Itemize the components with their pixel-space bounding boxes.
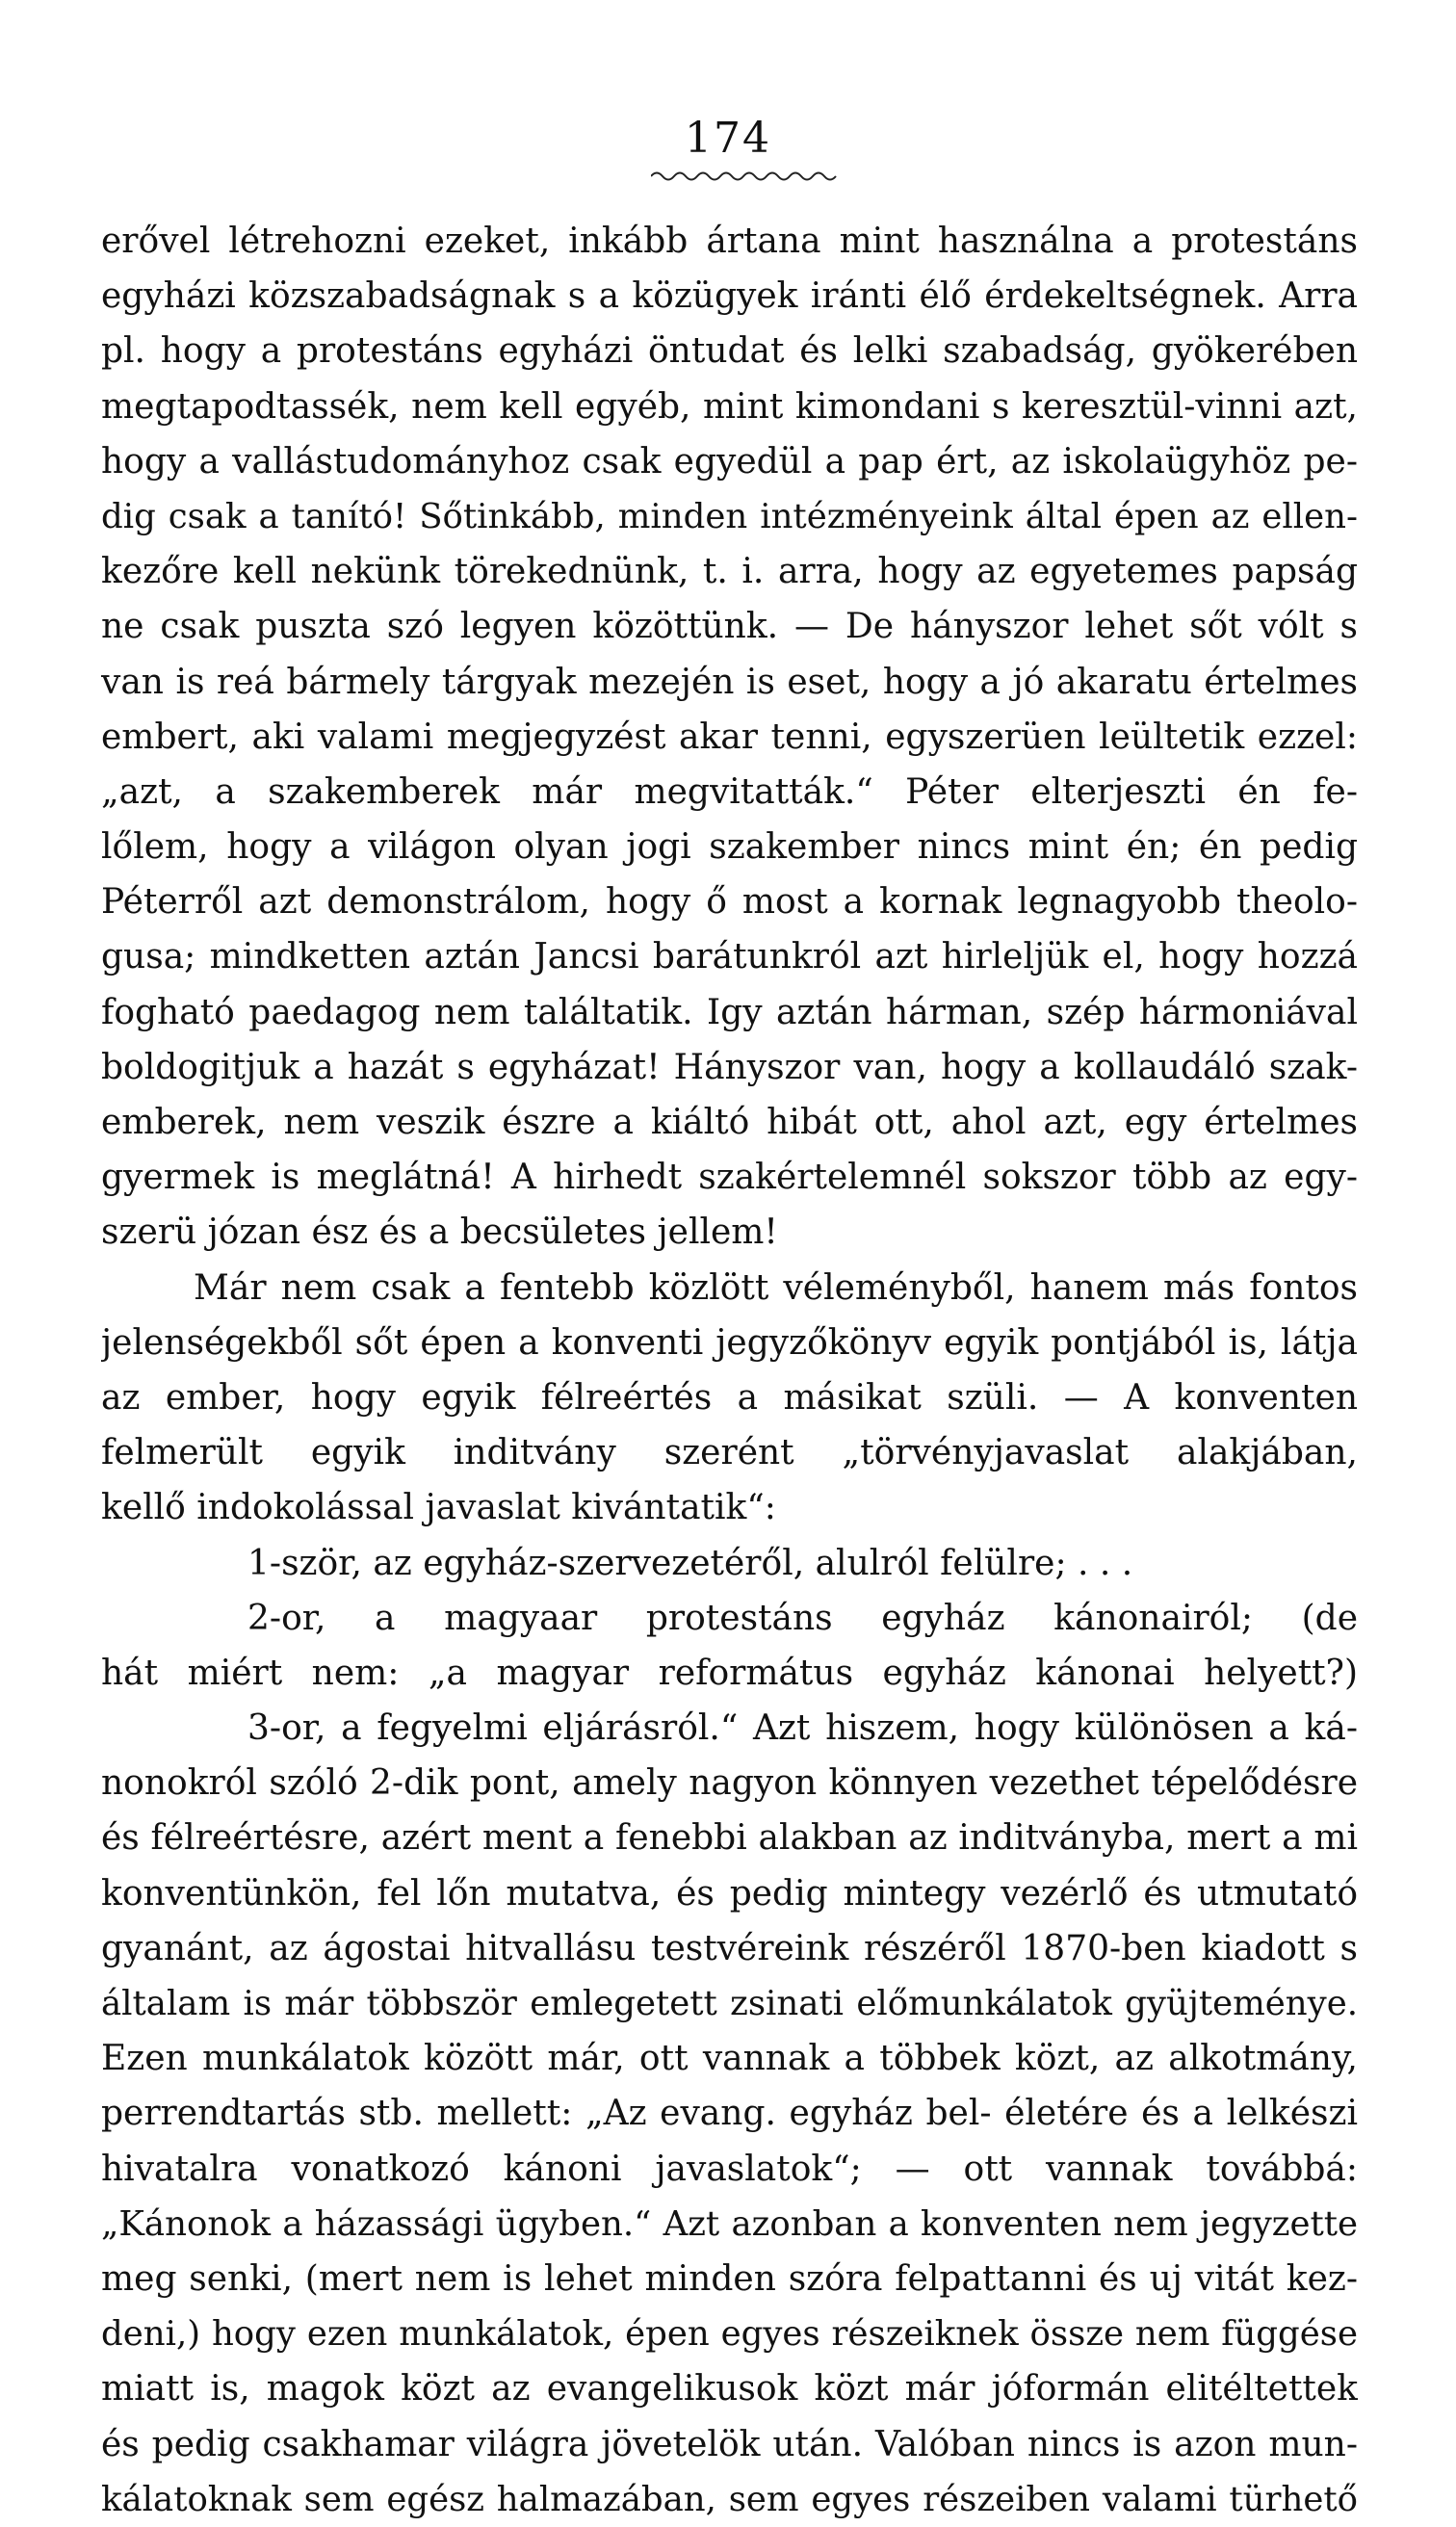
- text-line: kálatoknak sem egész halmazában, sem egyes részeiben valami türhető: [101, 2479, 1358, 2519]
- text-line: hát miért nem: „a magyar református egyház kánonai helyett?): [101, 1653, 1358, 1693]
- text-line: és pedig csakhamar világra jövetelök után. Valóban nincs is azon mun-: [101, 2424, 1358, 2464]
- text-line: egyházi közszabadságnak s a közügyek iránti élő érdekeltségnek. Arra: [101, 276, 1358, 317]
- body-text: [101, 214, 1358, 2527]
- text-line: jelenségekből sőt épen a konventi jegyzőkönyv egyik pontjából is, látja: [101, 1322, 1358, 1363]
- page-number: 174: [685, 114, 771, 163]
- text-line: felmerült egyik inditvány szerént „törvényjavaslat alakjában,: [101, 1433, 1358, 1473]
- text-line: Ezen munkálatok között már, ott vannak a többek közt, az alkotmány,: [101, 2039, 1358, 2079]
- decorative-wavy-rule: [651, 169, 839, 183]
- text-line: meg senki, (mert nem is lehet minden szóra felpattanni és uj vitát kez-: [101, 2258, 1358, 2299]
- text-line: pl. hogy a protestáns egyházi öntudat és lelki szabadság, gyökerében: [101, 331, 1358, 372]
- text-line: hogy a vallástudományhoz csak egyedül a pap ért, az iskolaügyhöz pe-: [101, 441, 1358, 482]
- text-line: boldogitjuk a hazát s egyházat! Hányszor van, hogy a kollaudáló szak-: [101, 1047, 1358, 1087]
- wavy-line-icon: [651, 169, 839, 183]
- text-line: kellő indokolással javaslat kivántatik“:: [101, 1488, 776, 1528]
- text-line: Péterről azt demonstrálom, hogy ő most a kornak legnagyobb theolo-: [101, 882, 1358, 923]
- text-line: 3-or, a fegyelmi eljárásról.“ Azt hiszem, hogy különösen a ká-: [247, 1708, 1358, 1749]
- text-line: deni,) hogy ezen munkálatok, épen egyes részeiknek össze nem függése: [101, 2314, 1358, 2355]
- text-line: általam is már többször emlegetett zsinati előmunkálatok gyüjteménye.: [101, 1984, 1358, 2023]
- text-line: és félreértésre, azért ment a fenebbi alakban az inditványba, mert a mi: [101, 1818, 1358, 1859]
- text-line: gyanánt, az ágostai hitvallásu testvéreink részéről 1870-ben kiadott s: [101, 1928, 1358, 1968]
- text-line: kezőre kell nekünk törekednünk, t. i. arra, hogy az egyetemes papság: [101, 552, 1358, 592]
- text-line: „azt, a szakemberek már megvitatták.“ Péter elterjeszti én fe-: [101, 771, 1358, 812]
- text-line: 2-or, a magyaar protestáns egyház kánonairól; (de: [247, 1598, 1358, 1638]
- text-line: miatt is, magok közt az evangelikusok közt már jóformán elitéltettek: [101, 2369, 1358, 2410]
- text-line: konventünkön, fel lőn mutatva, és pedig mintegy vezérlő és utmutató: [101, 1873, 1358, 1914]
- text-line: gusa; mindketten aztán Jancsi barátunkról azt hirleljük el, hogy hozzá: [101, 937, 1358, 977]
- text-line: embert, aki valami megjegyzést akar tenni, egyszerüen leültetik ezzel:: [101, 716, 1358, 757]
- text-line: hivatalra vonatkozó kánoni javaslatok“; — ott vannak továbbá:: [101, 2149, 1358, 2189]
- text-line: az ember, hogy egyik félreértés a másikat szüli. — A konventen: [101, 1377, 1358, 1418]
- text-line: emberek, nem veszik észre a kiáltó hibát ott, ahol azt, egy értelmes: [101, 1103, 1358, 1142]
- text-line: 1-ször, az egyház-szervezetéről, alulról felülre; . . .: [247, 1543, 1133, 1583]
- text-line: nonokról szóló 2-dik pont, amely nagyon könnyen vezethet tépelődésre: [101, 1763, 1358, 1804]
- text-line: „Kánonok a házassági ügyben.“ Azt azonban a konventen nem jegyzette: [101, 2203, 1358, 2244]
- text-line: lőlem, hogy a világon olyan jogi szakember nincs mint én; én pedig: [101, 827, 1358, 868]
- text-line: gyermek is meglátná! A hirhedt szakértelemnél sokszor több az egy-: [101, 1158, 1358, 1198]
- text-line: szerü józan ész és a becsületes jellem!: [101, 1212, 778, 1253]
- text-line: van is reá bármely tárgyak mezején is eset, hogy a jó akaratu értelmes: [101, 662, 1358, 702]
- text-line: erővel létrehozni ezeket, inkább ártana mint használna a protestáns: [101, 221, 1358, 261]
- text-line: Már nem csak a fentebb közlött véleményből, hanem más fontos: [194, 1267, 1358, 1308]
- text-line: perrendtartás stb. mellett: „Az evang. egyház bel- életére és a lelkészi: [101, 2094, 1358, 2134]
- text-line: fogható paedagog nem találtatik. Igy aztán hárman, szép hármoniával: [101, 992, 1358, 1032]
- text-line: ne csak puszta szó legyen közöttünk. — De hányszor lehet sőt vólt s: [101, 607, 1358, 647]
- text-line: dig csak a tanító! Sőtinkább, minden intézményeink által épen az ellen-: [101, 496, 1358, 536]
- text-line: megtapodtassék, nem kell egyéb, mint kimondani s keresztül-vinni azt,: [101, 386, 1358, 427]
